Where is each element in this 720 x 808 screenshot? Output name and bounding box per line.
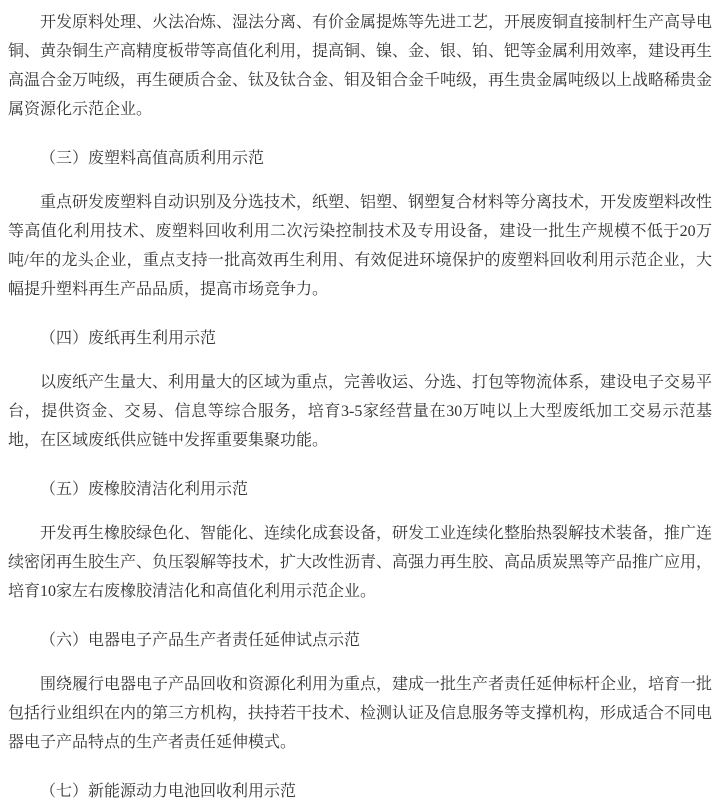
paragraph: 开发原料处理、火法冶炼、湿法分离、有价金属提炼等先进工艺，开展废铜直接制杆生产高导电铜、黄杂铜生产高精度板带等高值化利用，提高铜、镍、金、银、铂、钯等金属利用效率，建设再生高温合金万吨级，再生硬质合金、钛及钛合金、钼及钼合金千吨级，再生贵金属吨级以上战略稀贵金属资源化示范企业。 — [8, 14, 713, 118]
section-heading: （四）废纸再生利用示范 — [40, 330, 217, 347]
paragraph: 以废纸产生量大、利用量大的区域为重点，完善收运、分选、打包等物流体系，建设电子交易平台，提供资金、交易、信息等综合服务，培育3-5家经营量在30万吨以上大型废纸加工交易示范基地，在区域废纸供应链中发挥重要集聚功能。 — [8, 374, 713, 449]
section-heading: （五）废橡胶清洁化利用示范 — [40, 481, 249, 498]
section-heading: （六）电器电子产品生产者责任延伸试点示范 — [40, 632, 361, 649]
paragraph: 围绕履行电器电子产品回收和资源化利用为重点，建成一批生产者责任延伸标杆企业，培育一批包括行业组织在内的第三方机构，扶持若干技术、检测认证及信息服务等支撑机构，形成适合不同电器电子产品特点的生产者责任延伸模式。 — [8, 676, 713, 751]
section-heading: （三）废塑料高值高质利用示范 — [40, 150, 265, 167]
section-heading: （七）新能源动力电池回收利用示范 — [40, 783, 297, 800]
paragraph: 开发再生橡胶绿色化、智能化、连续化成套设备，研发工业连续化整胎热裂解技术装备，推广连续密闭再生胶生产、负压裂解等技术，扩大改性沥青、高强力再生胶、高品质炭黑等产品推广应用，培育10家左右废橡胶清洁化和高值化利用示范企业。 — [8, 525, 713, 600]
paragraph: 重点研发废塑料自动识别及分选技术，纸塑、铝塑、钢塑复合材料等分离技术，开发废塑料改性等高值化利用技术、废塑料回收利用二次污染控制技术及专用设备，建设一批生产规模不低于20万吨/年的龙头企业，重点支持一批高效再生利用、有效促进环境保护的废塑料回收利用示范企业，大幅提升塑料再生产品品质，提高市场竞争力。 — [8, 194, 713, 298]
